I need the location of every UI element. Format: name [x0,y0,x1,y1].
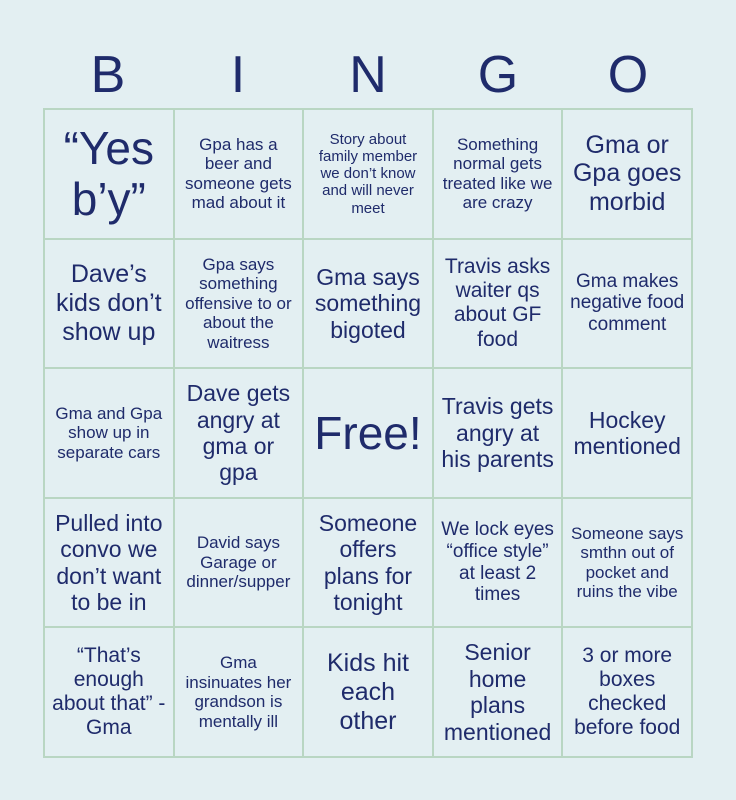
bingo-cell-r2c3[interactable]: Gma says something bigoted [303,239,433,369]
free-space-cell[interactable]: Free! [303,368,433,498]
bingo-cell-r1c4[interactable]: Something normal gets treated like we are crazy [433,109,563,239]
bingo-cell-r4c1[interactable]: Pulled into convo we don’t want to be in [44,498,174,628]
bingo-cell-r3c5[interactable]: Hockey mentioned [562,368,692,498]
bingo-cell-r4c2[interactable]: David says Garage or dinner/supper [174,498,304,628]
bingo-cell-r4c3[interactable]: Someone offers plans for tonight [303,498,433,628]
bingo-cell-r1c1[interactable]: “Yes b’y” [44,109,174,239]
bingo-cell-r2c2[interactable]: Gpa says something offensive to or about the waitress [174,239,304,369]
bingo-cell-r4c5[interactable]: Someone says smthn out of pocket and ruins the vibe [562,498,692,628]
bingo-cell-r5c4[interactable]: Senior home plans mentioned [433,627,563,757]
bingo-header [43,42,693,108]
bingo-cell-r5c2[interactable]: Gma insinuates her grandson is mentally ill [174,627,304,757]
bingo-cell-r4c4[interactable]: We lock eyes “office style” at least 2 times [433,498,563,628]
bingo-cell-r5c1[interactable]: “That’s enough about that” -Gma [44,627,174,757]
bingo-cell-r1c3[interactable]: Story about family member we don’t know and will never meet [303,109,433,239]
bingo-cell-r1c5[interactable]: Gma or Gpa goes morbid [562,109,692,239]
bingo-cell-r2c1[interactable]: Dave’s kids don’t show up [44,239,174,369]
header-letter-b: B [90,46,126,104]
bingo-cell-r3c2[interactable]: Dave gets angry at gma or gpa [174,368,304,498]
header-letter-g: G [477,46,519,104]
bingo-board [43,108,693,758]
bingo-cell-r5c5[interactable]: 3 or more boxes checked before food [562,627,692,757]
bingo-cell-r5c3[interactable]: Kids hit each other [303,627,433,757]
header-letter-n: N [349,46,387,104]
bingo-cell-r2c5[interactable]: Gma makes negative food comment [562,239,692,369]
bingo-cell-r1c2[interactable]: Gpa has a beer and someone gets mad about it [174,109,304,239]
bingo-cell-r3c4[interactable]: Travis gets angry at his parents [433,368,563,498]
header-letter-i: I [230,46,246,104]
bingo-cell-r3c1[interactable]: Gma and Gpa show up in separate cars [44,368,174,498]
bingo-cell-r2c4[interactable]: Travis asks waiter qs about GF food [433,239,563,369]
header-letter-o: O [607,46,649,104]
